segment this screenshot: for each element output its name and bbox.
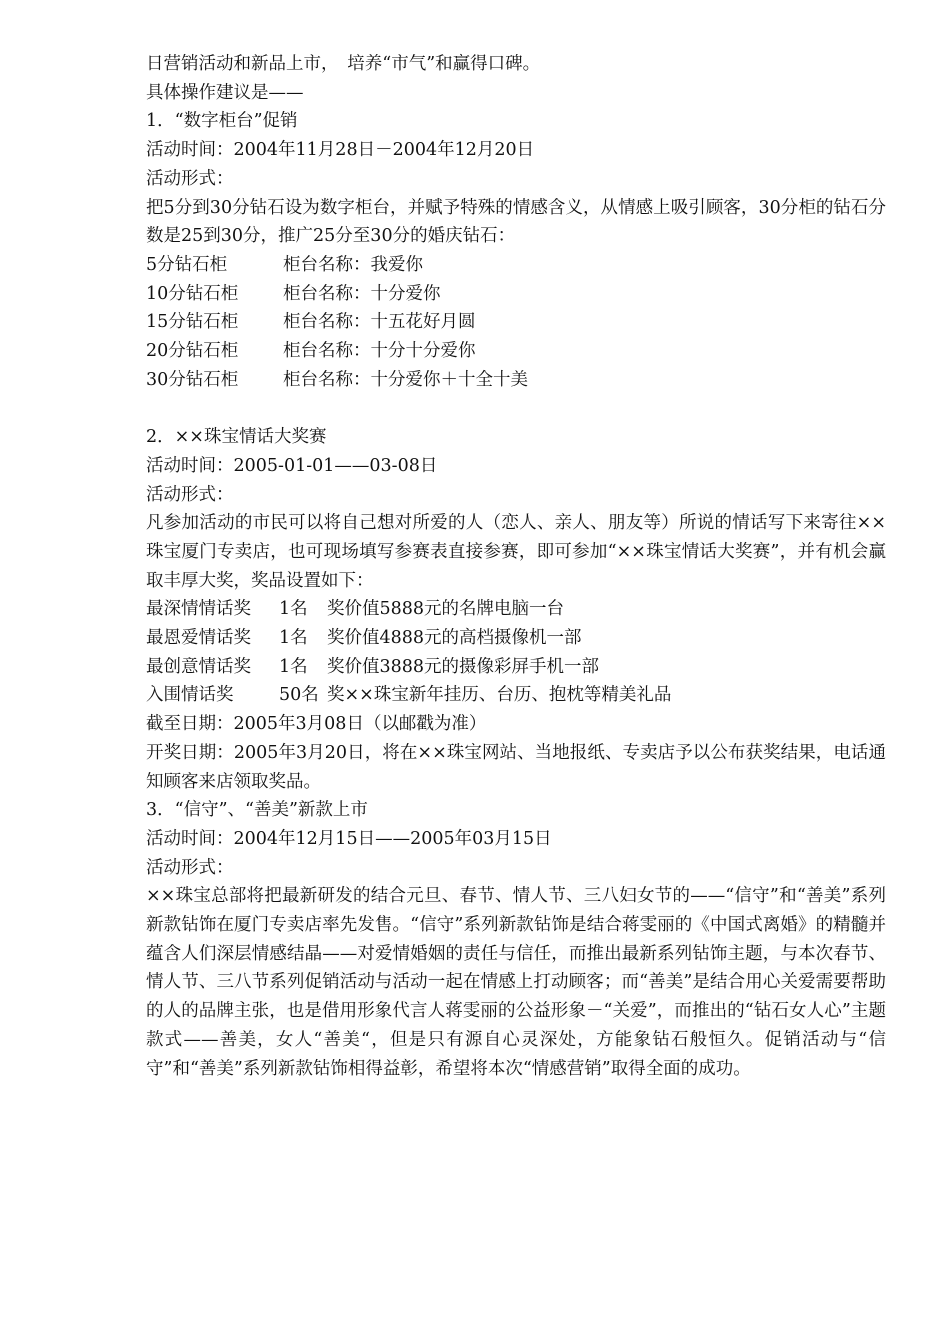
counter-name: 柜台名称：十分爱你	[283, 283, 441, 304]
section-3-heading: 3．“信守”、“善美”新款上市	[146, 800, 368, 821]
counter-row	[146, 337, 886, 366]
section-1-form-label: 活动形式：	[146, 168, 234, 189]
counter-size: 15分钻石柜	[146, 312, 239, 333]
section-2-deadline: 截至日期：2005年3月08日（以邮戳为准）	[146, 714, 487, 735]
section-3-form-label: 活动形式：	[146, 857, 234, 878]
section-2-time: 活动时间：2005-01-01——03-08日	[146, 455, 438, 476]
section-1-heading: 1．“数字柜台”促销	[146, 111, 298, 132]
counter-row	[146, 366, 886, 395]
section-2-description: 凡参加活动的市民可以将自己想对所爱的人（恋人、亲人、朋友等）所说的情话写下来寄往××珠宝厦门专卖店，也可现场填写参赛表直接参赛，即可参加“××珠宝情话大奖赛”，并有机会赢取丰厚大奖，奖品设置如下：	[146, 513, 886, 591]
counter-row	[146, 308, 886, 337]
prize-description: 奖价值4888元的高档摄像机一部	[327, 628, 582, 649]
counter-name: 柜台名称：十分爱你＋十全十美	[283, 369, 528, 390]
counter-row	[146, 280, 886, 309]
blank-line	[146, 394, 886, 423]
counter-size: 10分钻石柜	[146, 283, 239, 304]
counter-row	[146, 251, 886, 280]
document-page	[146, 50, 886, 1083]
counter-name: 柜台名称：我爱你	[283, 254, 423, 275]
prize-row	[146, 624, 886, 653]
prize-count: 1名	[279, 628, 308, 649]
prize-description: 奖价值5888元的名牌电脑一台	[327, 599, 565, 620]
section-3-time: 活动时间：2004年12月15日——2005年03月15日	[146, 828, 552, 849]
prize-row	[146, 595, 886, 624]
counter-name: 柜台名称：十分十分爱你	[283, 341, 476, 362]
prize-row	[146, 681, 886, 710]
intro-line-1: 日营销活动和新品上市， 培养“市气”和赢得口碑。	[146, 54, 541, 74]
intro-line-2: 具体操作建议是——	[146, 82, 304, 103]
section-2-heading: 2．××珠宝情话大奖赛	[146, 427, 327, 448]
counter-name: 柜台名称：十五花好月圆	[283, 312, 476, 333]
section-2-draw-date: 开奖日期：2005年3月20日，将在××珠宝网站、当地报纸、专卖店予以公布获奖结果，电话通知顾客来店领取奖品。	[146, 742, 886, 792]
prize-row	[146, 653, 886, 682]
prize-description: 奖××珠宝新年挂历、台历、抱枕等精美礼品	[327, 685, 672, 706]
section-2-form-label: 活动形式：	[146, 484, 234, 505]
counter-size: 20分钻石柜	[146, 341, 239, 362]
prize-count: 1名	[279, 599, 308, 620]
prize-award: 最深情情话奖	[146, 599, 251, 620]
section-3-description: ××珠宝总部将把最新研发的结合元旦、春节、情人节、三八妇女节的——“信守”和“善美”系列新款钻饰在厦门专卖店率先发售。“信守”系列新款钻饰是结合蒋雯丽的《中国式离婚》的精髓并蕴含人们深层情感结晶——对爱情婚姻的责任与信任，而推出最新系列钻饰主题，与本次春节、情人节、三八节系列促销活动与活动一起在情感上打动顾客；而“善美”是结合用心关爱需要帮助的人的品牌主张，也是借用形象代言人蒋雯丽的公益形象－“关爱”，而推出的“钻石女人心”主题款式——善美，女人“善美“，但是只有源自心灵深处，方能象钻石般恒久。促销活动与“信守”和“善美”系列新款钻饰相得益彰，希望将本次“情感营销”取得全面的成功。	[146, 886, 886, 1079]
prize-description: 奖价值3888元的摄像彩屏手机一部	[327, 656, 600, 677]
counter-size: 5分钻石柜	[146, 254, 228, 275]
prize-award: 最创意情话奖	[146, 656, 251, 677]
section-1-time: 活动时间：2004年11月28日－2004年12月20日	[146, 140, 535, 161]
section-1-description: 把5分到30分钻石设为数字柜台，并赋予特殊的情感含义，从情感上吸引顾客，30分柜的钻石分数是25到30分，推广25分至30分的婚庆钻石：	[146, 197, 886, 247]
prize-count: 1名	[279, 656, 308, 677]
prize-award: 最恩爱情话奖	[146, 628, 251, 649]
prize-count: 50名	[279, 685, 319, 706]
counter-size: 30分钻石柜	[146, 369, 239, 390]
prize-award: 入围情话奖	[146, 685, 234, 706]
